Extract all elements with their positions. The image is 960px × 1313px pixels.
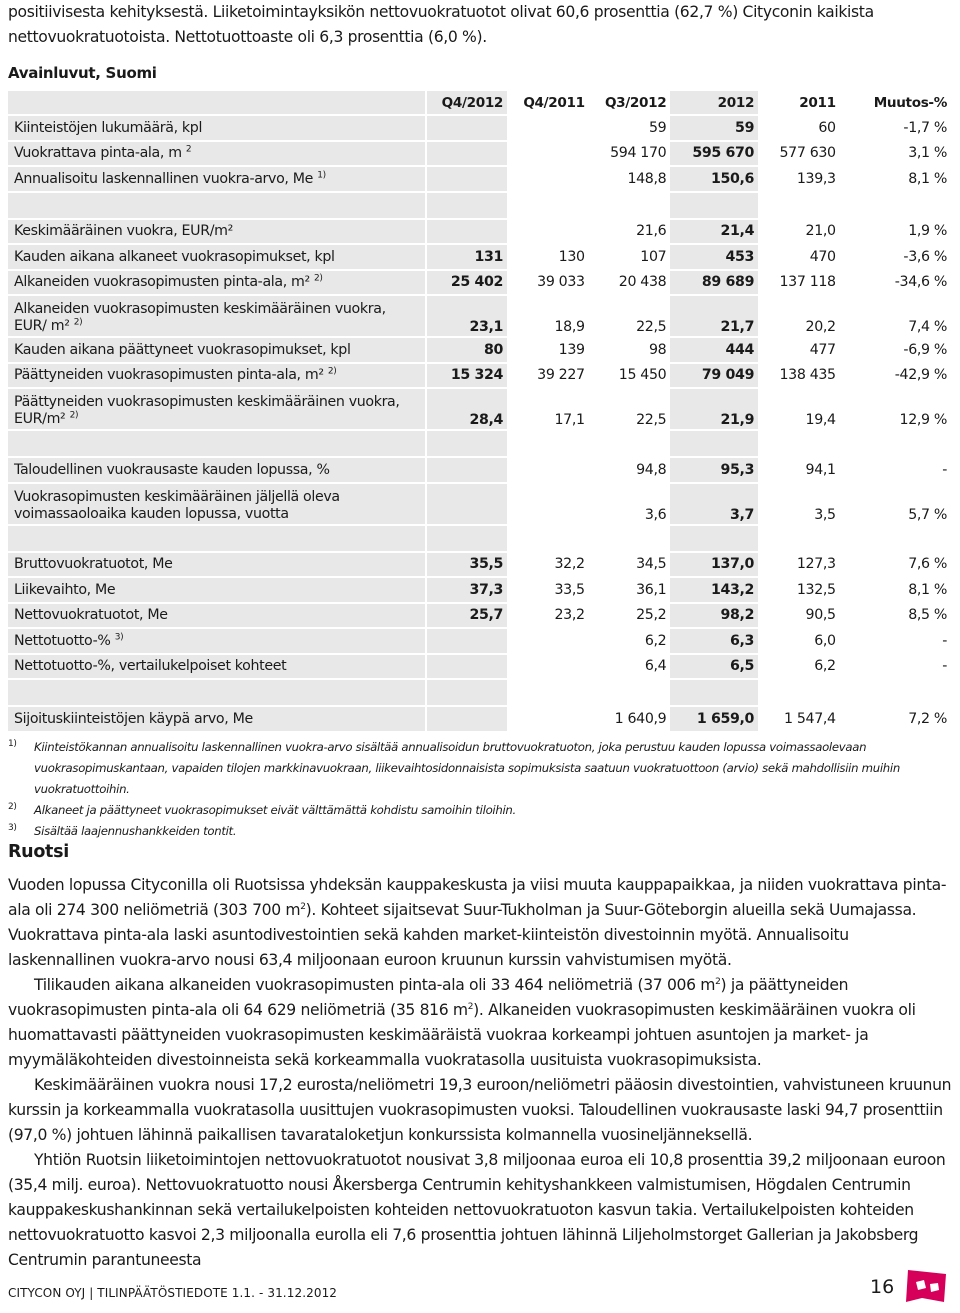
cell-q4-2011	[507, 220, 589, 244]
text-run: ). Alkaneiden vuokrasopimusten keskimääräinen vuokra oli huomattavasti päättyneiden vuokrasopimusten keskimääräistä vuokraa korkeampi johtuen asuntojen ja market- ja myymäläkohteiden divestoinneista sekä korkeammalla vuokratasolla uusituista vuokrasopimuksista.	[8, 1001, 916, 1069]
cell-2011: 1 547,4	[784, 710, 836, 727]
table-row	[8, 604, 951, 628]
row-label-text: Nettovuokratuotot, Me	[14, 607, 168, 624]
cell-q4-2012	[425, 484, 507, 524]
cell-q4-2011: 130	[558, 248, 585, 265]
paragraph-2	[8, 973, 952, 1073]
cell-2012: 150,6	[670, 167, 758, 191]
cell-change: 8,5 %	[908, 607, 947, 624]
cell-q4-2011	[507, 167, 589, 191]
cell-2011: 90,5	[805, 607, 836, 624]
row-label-text: Vuokrattava pinta-ala, m	[14, 145, 182, 162]
spacer-row	[8, 526, 951, 551]
spacer-cell	[670, 526, 758, 551]
text-run: ). Kohteet sijaitsevat Suur-Tukholman ja Suur-Göteborgin alueilla sekä Uumajassa. Vuokrattava pinta-ala laski asuntodivestointien sekä kahden market-kiinteistön divestoinnin myötä. Annualisoitu laskennallinen vuokra-arvo nousi 63,4 miljoonaan euroon kruunun kurssin vahvistumisen myötä.	[8, 901, 917, 969]
table-row	[8, 271, 951, 295]
cell-q3-2012: 34,5	[636, 556, 667, 573]
cell-q4-2012	[425, 220, 507, 244]
cell-change: -	[942, 658, 947, 675]
row-label	[8, 655, 425, 679]
cell-change: -3,6 %	[903, 248, 947, 265]
cell-change: 8,1 %	[908, 170, 947, 187]
cell-change: 7,2 %	[908, 710, 947, 727]
footnote-2	[8, 800, 952, 821]
cell-2012: 89 689	[670, 271, 758, 295]
cell-q4-2012: 25 402	[425, 271, 507, 295]
cell-q3-2012: 107	[640, 248, 667, 265]
table-row	[8, 655, 951, 679]
cell-change: 1,9 %	[908, 223, 947, 240]
footnote-marker: 3)	[8, 823, 17, 833]
spacer-cell	[589, 193, 671, 218]
text-run: Tilikauden aikana alkaneiden vuokrasopimusten pinta-ala oli 33 464 neliömetriä (37 006 m	[34, 976, 716, 994]
spacer-cell	[670, 193, 758, 218]
row-label	[8, 364, 425, 388]
row-label	[8, 245, 425, 269]
cell-change: 3,1 %	[908, 145, 947, 162]
table-row	[8, 629, 951, 653]
cell-q3-2012: 20 438	[618, 274, 667, 291]
cell-change: -	[942, 461, 947, 478]
cell-q3-2012: 59	[648, 119, 667, 136]
spacer-cell	[507, 526, 589, 551]
spacer-cell	[670, 680, 758, 705]
cell-2011: 138 435	[779, 367, 836, 384]
spacer-cell	[425, 431, 507, 456]
table-row	[8, 338, 951, 362]
cell-2011: 577 630	[779, 145, 836, 162]
row-label	[8, 553, 425, 577]
spacer-cell	[8, 193, 425, 218]
text-run: ) ja päättyneiden vuokrasopimusten pinta-ala oli 64 629 neliömetriä (35 816 m	[8, 976, 849, 1019]
table-header-row	[8, 91, 951, 114]
row-label	[8, 484, 425, 524]
cell-2012: 1 659,0	[670, 707, 758, 731]
cell-q4-2012: 80	[425, 338, 507, 362]
cell-q4-2011: 17,1	[554, 412, 585, 428]
row-label	[8, 604, 425, 628]
cell-2012: 444	[670, 338, 758, 362]
header-q3-2012: Q3/2012	[604, 94, 667, 111]
footnote-ref: 2)	[327, 366, 337, 377]
cell-2011: 132,5	[796, 581, 836, 598]
row-label-text: Bruttovuokratuotot, Me	[14, 556, 173, 573]
footnote-text: Alkaneet ja päättyneet vuokrasopimukset eivät välttämättä kohdistu samoihin tiloihin.	[34, 803, 516, 817]
table-row	[8, 458, 951, 482]
cell-2012: 79 049	[670, 364, 758, 388]
row-label	[8, 167, 425, 191]
table-row	[8, 389, 951, 429]
cell-q4-2012	[425, 629, 507, 653]
cell-q4-2011: 39 033	[537, 274, 585, 291]
cell-2011: 3,5	[814, 506, 836, 523]
cell-change: 5,7 %	[908, 506, 947, 523]
cell-2012: 3,7	[670, 484, 758, 524]
spacer-cell	[507, 431, 589, 456]
cell-change: -	[942, 632, 947, 649]
spacer-cell	[507, 193, 589, 218]
row-label	[8, 707, 425, 731]
row-label-text: Kauden aikana alkaneet vuokrasopimukset, kpl	[14, 248, 335, 265]
citycon-logo-icon	[902, 1268, 950, 1306]
cell-q4-2011: 32,2	[554, 556, 585, 573]
spacer-row	[8, 680, 951, 705]
cell-2011: 20,2	[805, 319, 836, 335]
cell-change: -42,9 %	[894, 367, 947, 384]
row-label-text: Päättyneiden vuokrasopimusten keskimääräinen vuokra, EUR/m²	[14, 394, 400, 427]
cell-2012: 59	[670, 116, 758, 140]
cell-q3-2012: 21,6	[636, 223, 667, 240]
cell-q3-2012: 6,2	[644, 632, 667, 649]
row-label-text: Nettotuotto-%, vertailukelpoiset kohteet	[14, 658, 287, 675]
table-row	[8, 167, 951, 191]
spacer-cell	[840, 431, 951, 456]
cell-q4-2011: 33,5	[554, 581, 585, 598]
cell-2012: 137,0	[670, 553, 758, 577]
ruotsi-heading: Ruotsi	[8, 842, 69, 862]
header-q4-2012: Q4/2012	[425, 91, 507, 114]
table-row	[8, 142, 951, 166]
footnote-ref: 1)	[317, 170, 326, 181]
cell-q3-2012: 3,6	[644, 506, 667, 523]
footnote-ref: 2)	[69, 410, 79, 421]
cell-change: -6,9 %	[903, 341, 947, 358]
table-row	[8, 578, 951, 602]
table-row	[8, 296, 951, 336]
spacer-cell	[670, 431, 758, 456]
header-2012: 2012	[670, 91, 758, 114]
cell-2012: 21,7	[670, 296, 758, 336]
ruotsi-body	[8, 873, 952, 1273]
header-q4-2011: Q4/2011	[523, 94, 585, 111]
table-row	[8, 707, 951, 731]
superscript: 2	[467, 1001, 474, 1012]
cell-q3-2012: 15 450	[618, 367, 667, 384]
key-figures-table	[8, 89, 951, 733]
row-label-text: Keskimääräinen vuokra, EUR/m²	[14, 223, 233, 240]
section-title: Avainluvut, Suomi	[8, 64, 157, 82]
superscript: 2	[715, 976, 721, 987]
spacer-cell	[840, 193, 951, 218]
footer-text: CITYCON OYJ | TILINPÄÄTÖSTIEDOTE 1.1. - 31.12.2012	[8, 1286, 338, 1300]
spacer-cell	[425, 193, 507, 218]
row-label-text: Kiinteistöjen lukumäärä, kpl	[14, 119, 203, 136]
cell-2011: 19,4	[805, 412, 836, 428]
cell-q4-2012: 23,1	[425, 296, 507, 336]
cell-q4-2012	[425, 707, 507, 731]
footnote-ref: 3)	[114, 632, 124, 643]
header-change: Muutos-%	[873, 94, 947, 111]
cell-q3-2012: 1 640,9	[614, 710, 667, 727]
cell-q4-2011	[507, 116, 589, 140]
paragraph-1	[8, 873, 952, 973]
cell-change: -34,6 %	[894, 274, 947, 291]
spacer-cell	[758, 193, 840, 218]
spacer-cell	[425, 526, 507, 551]
spacer-cell	[758, 680, 840, 705]
cell-2012: 95,3	[670, 458, 758, 482]
row-label	[8, 578, 425, 602]
footnote-ref: 2	[185, 144, 192, 155]
row-label	[8, 296, 425, 336]
cell-q4-2012	[425, 116, 507, 140]
cell-q3-2012: 22,5	[636, 412, 667, 428]
row-label	[8, 389, 425, 429]
cell-change: 7,6 %	[908, 556, 947, 573]
superscript: 2	[300, 901, 306, 912]
cell-q4-2012: 28,4	[425, 389, 507, 429]
cell-q3-2012: 6,4	[644, 658, 667, 675]
cell-2012: 453	[670, 245, 758, 269]
cell-2012: 98,2	[670, 604, 758, 628]
row-label-text: Kauden aikana päättyneet vuokrasopimukset, kpl	[14, 341, 351, 358]
cell-q4-2011	[507, 707, 589, 731]
cell-q4-2012: 37,3	[425, 578, 507, 602]
cell-2011: 6,0	[814, 632, 836, 649]
table-row	[8, 553, 951, 577]
cell-2011: 60	[818, 119, 836, 136]
cell-q4-2012	[425, 167, 507, 191]
cell-q4-2011: 39 227	[537, 367, 585, 384]
cell-q4-2012	[425, 458, 507, 482]
cell-q3-2012: 36,1	[636, 581, 667, 598]
cell-2012: 143,2	[670, 578, 758, 602]
footnote-3	[8, 821, 952, 842]
row-label	[8, 142, 425, 166]
table-row	[8, 364, 951, 388]
paragraph-3: Keskimääräinen vuokra nousi 17,2 eurosta/neliömetri 19,3 euroon/neliömetri pääosin divestointien, vahvistuneen kruunun kurssin ja korkeammalla vuokratasolla uusittujen vuokrasopimusten vuoksi. Taloudellinen vuokrausaste laski 94,7 prosenttiin (97,0 %) johtuen lähinnä paikallisen tavarataloketjun konkurssista kolmannella vuosineljänneksellä.	[8, 1076, 952, 1144]
row-label-text: Vuokrasopimusten keskimääräinen jäljellä oleva voimassaoloaika kauden lopussa, vuotta	[14, 488, 340, 522]
cell-q4-2012: 131	[425, 245, 507, 269]
footnote-marker: 2)	[8, 802, 17, 812]
cell-q4-2011	[507, 655, 589, 679]
spacer-cell	[589, 680, 671, 705]
cell-2012: 21,9	[670, 389, 758, 429]
cell-2012: 6,3	[670, 629, 758, 653]
footnote-text: Kiinteistökannan annualisoitu laskennallinen vuokra-arvo sisältää annualisoidun bruttovuokratuoton, joka perustuu kauden lopussa voimassaolevaan vuokrasopimuskantaan, vapaiden tilojen markkinavuokraan, liikevaihtosidonnaisista sopimuksista saatuun vuokratuottoon (arvio) sekä mahdollisiin muihin vuokratuottoihin.	[34, 740, 900, 796]
cell-q3-2012: 594 170	[610, 145, 667, 162]
footnote-text: Sisältää laajennushankkeiden tontit.	[34, 824, 237, 838]
header-label-cell	[8, 91, 425, 114]
spacer-cell	[8, 680, 425, 705]
spacer-row	[8, 193, 951, 218]
footnote-ref: 2)	[73, 317, 83, 328]
spacer-cell	[589, 526, 671, 551]
row-label	[8, 458, 425, 482]
cell-q4-2011: 18,9	[554, 319, 585, 335]
row-label	[8, 629, 425, 653]
cell-q4-2012: 15 324	[425, 364, 507, 388]
cell-2011: 6,2	[814, 658, 836, 675]
cell-q3-2012: 94,8	[636, 461, 667, 478]
spacer-cell	[8, 431, 425, 456]
cell-q4-2011: 23,2	[554, 607, 585, 624]
cell-q4-2012: 35,5	[425, 553, 507, 577]
cell-2012: 595 670	[670, 142, 758, 166]
cell-2011: 127,3	[796, 556, 836, 573]
row-label	[8, 116, 425, 140]
spacer-cell	[840, 680, 951, 705]
cell-q4-2012	[425, 655, 507, 679]
cell-q3-2012: 22,5	[636, 319, 667, 335]
cell-q3-2012: 148,8	[627, 170, 667, 187]
cell-change: 8,1 %	[908, 581, 947, 598]
page-number: 16	[870, 1276, 895, 1298]
row-label-text: Annualisoitu laskennallinen vuokra-arvo, Me	[14, 170, 314, 187]
cell-q4-2011	[507, 629, 589, 653]
cell-2011: 137 118	[779, 274, 836, 291]
cell-q4-2011: 139	[558, 341, 585, 358]
spacer-cell	[758, 431, 840, 456]
cell-q4-2012	[425, 142, 507, 166]
row-label	[8, 338, 425, 362]
spacer-row	[8, 431, 951, 456]
cell-2012: 6,5	[670, 655, 758, 679]
table-row	[8, 220, 951, 244]
cell-q4-2011	[507, 142, 589, 166]
cell-2011: 477	[809, 341, 836, 358]
text-run: Vuoden lopussa Cityconilla oli Ruotsissa yhdeksän kauppakeskusta ja viisi muuta kauppapaikkaa, ja niiden vuokrattava pinta-ala oli 274 300 neliömetriä (303 700 m	[8, 876, 947, 919]
footnotes	[8, 737, 952, 842]
cell-q4-2012: 25,7	[425, 604, 507, 628]
cell-q3-2012: 98	[648, 341, 667, 358]
footnote-1	[8, 737, 952, 800]
row-label-text: Alkaneiden vuokrasopimusten keskimääräinen vuokra, EUR/ m²	[14, 301, 386, 334]
header-2011: 2011	[799, 94, 836, 111]
cell-2011: 470	[809, 248, 836, 265]
row-label	[8, 220, 425, 244]
footnote-marker: 1)	[8, 739, 17, 749]
row-label-text: Päättyneiden vuokrasopimusten pinta-ala, m²	[14, 367, 324, 384]
row-label-text: Alkaneiden vuokrasopimusten pinta-ala, m²	[14, 274, 310, 291]
row-label-text: Nettotuotto-%	[14, 632, 111, 649]
table-row	[8, 484, 951, 524]
cell-change: 12,9 %	[899, 412, 947, 428]
cell-q4-2011	[507, 458, 589, 482]
spacer-cell	[507, 680, 589, 705]
cell-2011: 21,0	[805, 223, 836, 240]
cell-q4-2011	[507, 484, 589, 524]
cell-change: 7,4 %	[908, 319, 947, 335]
intro-paragraph: positiivisesta kehityksestä. Liiketoimintayksikön nettovuokratuotot olivat 60,6 prosenttia (62,7 %) Cityconin kaikista nettovuokratuotoista. Nettotuottoaste oli 6,3 prosenttia (6,0 %).	[8, 3, 874, 46]
cell-2011: 139,3	[796, 170, 836, 187]
cell-q3-2012: 25,2	[636, 607, 667, 624]
table-row	[8, 245, 951, 269]
spacer-cell	[589, 431, 671, 456]
row-label-text: Liikevaihto, Me	[14, 581, 116, 598]
cell-2012: 21,4	[670, 220, 758, 244]
cell-change: -1,7 %	[903, 119, 947, 136]
paragraph-4: Yhtiön Ruotsin liiketoimintojen nettovuokratuotot nousivat 3,8 miljoonaa euroa eli 10,8 prosenttia 39,2 miljoonaan euroon (35,4 milj. euroa). Nettovuokratuotto nousi Åkersberga Centrumin kehityshankkeen valmistumisen, Högdalen Centrumin kauppakeskushankinnan sekä vertailukelpoisten kohteiden nettovuokratuoton kasvun takia. Vertailukelpoisten kohteiden nettovuokratuotto kasvoi 2,3 miljoonalla eurolla eli 7,6 prosenttia johtuen lähinnä Liljeholmstorget Gallerian ja Jakobsberg Centrumin parantuneesta	[8, 1151, 946, 1269]
spacer-cell	[8, 526, 425, 551]
footnote-ref: 2)	[314, 273, 323, 284]
row-label	[8, 271, 425, 295]
spacer-cell	[758, 526, 840, 551]
row-label-text: Taloudellinen vuokrausaste kauden lopussa, %	[14, 461, 330, 478]
spacer-cell	[840, 526, 951, 551]
row-label-text: Sijoituskiinteistöjen käypä arvo, Me	[14, 710, 253, 727]
table-row	[8, 116, 951, 140]
spacer-cell	[425, 680, 507, 705]
cell-2011: 94,1	[805, 461, 836, 478]
